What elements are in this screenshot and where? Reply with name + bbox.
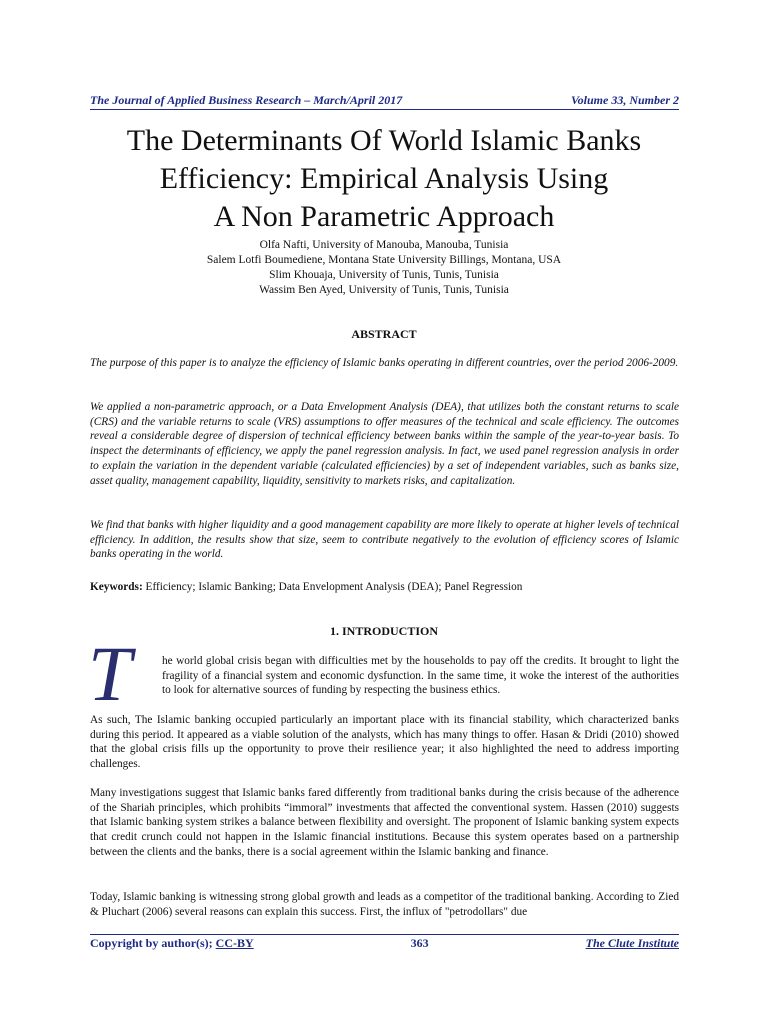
keywords-text: Efficiency; Islamic Banking; Data Envelopment Analysis (DEA); Panel Regression: [142, 581, 523, 593]
drop-cap: T: [88, 630, 132, 717]
author-line: Slim Khouaja, University of Tunis, Tunis, Tunisia: [269, 269, 499, 281]
title-line: The Determinants Of World Islamic Banks: [126, 124, 642, 157]
volume-number: Volume 33, Number 2: [570, 93, 679, 107]
license-link[interactable]: CC-BY: [215, 936, 254, 950]
copyright-text: Copyright by author(s);: [90, 936, 216, 950]
author-list: [60, 238, 708, 298]
title-line: A Non Parametric Approach: [213, 200, 555, 233]
running-header: [90, 93, 679, 110]
publisher-link[interactable]: The Clute Institute: [585, 936, 679, 950]
abstract-paragraph: The purpose of this paper is to analyze the efficiency of Islamic banks operating in different countries, over the period 2006-2009.: [90, 357, 679, 369]
keywords: [90, 580, 679, 595]
paper-title: [60, 122, 708, 236]
copyright-notice: [90, 936, 254, 951]
body-paragraph: As such, The Islamic banking occupied particularly an important place with its financial stability, which characterized banks during this period. It appeared as a viable solution of the analysts, which has many things to offer. Hasan & Dridi (2010) showed that the global crisis fills up the opportunity to prove their resilience year; it also highlighted the need to address importing challenges.: [90, 714, 679, 771]
keywords-label: Keywords:: [90, 581, 143, 593]
body-paragraph: Today, Islamic banking is witnessing strong global growth and leads as a competitor of the traditional banking. According to Zied & Pluchart (2006) several reasons can explain this success. First, the influx of "petrodollars" due: [90, 891, 679, 918]
section-heading: 1. INTRODUCTION: [329, 624, 438, 638]
author-line: Salem Lotfi Boumediene, Montana State University Billings, Montana, USA: [206, 254, 562, 266]
abstract-paragraph: We applied a non-parametric approach, or a Data Envelopment Analysis (DEA), that utilizes both the constant returns to scale (CRS) and the variable returns to scale (VRS) assumptions to offer measures of the technical and scale efficiency. The outcomes reveal a considerable degree of dispersion of technical efficiency between banks within the sample of the year-to-year basis. To inspect the determinants of efficiency, we apply the panel regression analysis. In fact, we used panel regression analysis in order to explain the variation in the dependent variable (calculated efficiencies) by a set of independent variables, such as banks size, asset quality, management capability, liquidity, sensitivity to markets risks, and capitalization.: [90, 401, 679, 487]
body-paragraph: Many investigations suggest that Islamic banks fared differently from traditional banks during the crisis because of the adherence of the Shariah principles, which prohibits “immoral” investments that affected the conventional system. Hassen (2010) suggests that Islamic banking system strikes a balance between flexibility and oversight. The proponent of Islamic banking system expects that credit crunch could not happen in the Islamic financial institutions. Because this system operates based on a partnership between the clients and the banks, there is a social agreement within the Islamic banking and finance.: [90, 787, 679, 858]
journal-name: The Journal of Applied Business Research – March/April 2017: [90, 93, 403, 107]
abstract-paragraph: We find that banks with higher liquidity and a good management capability are more likely to operate at higher levels of technical efficiency. In addition, the results show that size, seem to contribute negatively to the evolution of efficiency scores of Islamic banks operating in the world.: [90, 519, 679, 561]
author-line: Olfa Nafti, University of Manouba, Manouba, Tunisia: [259, 239, 509, 251]
abstract-heading: ABSTRACT: [351, 327, 417, 341]
intro-first-paragraph: he world global crisis began with difficulties met by the households to pay off the credits. It brought to light the fragility of a financial system and economic dysfunction. In the same time, it woke the interest of the authorities to look for alternative sources of funding by respecting the business ethics.: [162, 655, 679, 697]
page-footer: [90, 934, 679, 951]
author-line: Wassim Ben Ayed, University of Tunis, Tunis, Tunisia: [259, 284, 509, 296]
title-line: Efficiency: Empirical Analysis Using: [159, 162, 609, 195]
page-number: 363: [410, 936, 429, 950]
